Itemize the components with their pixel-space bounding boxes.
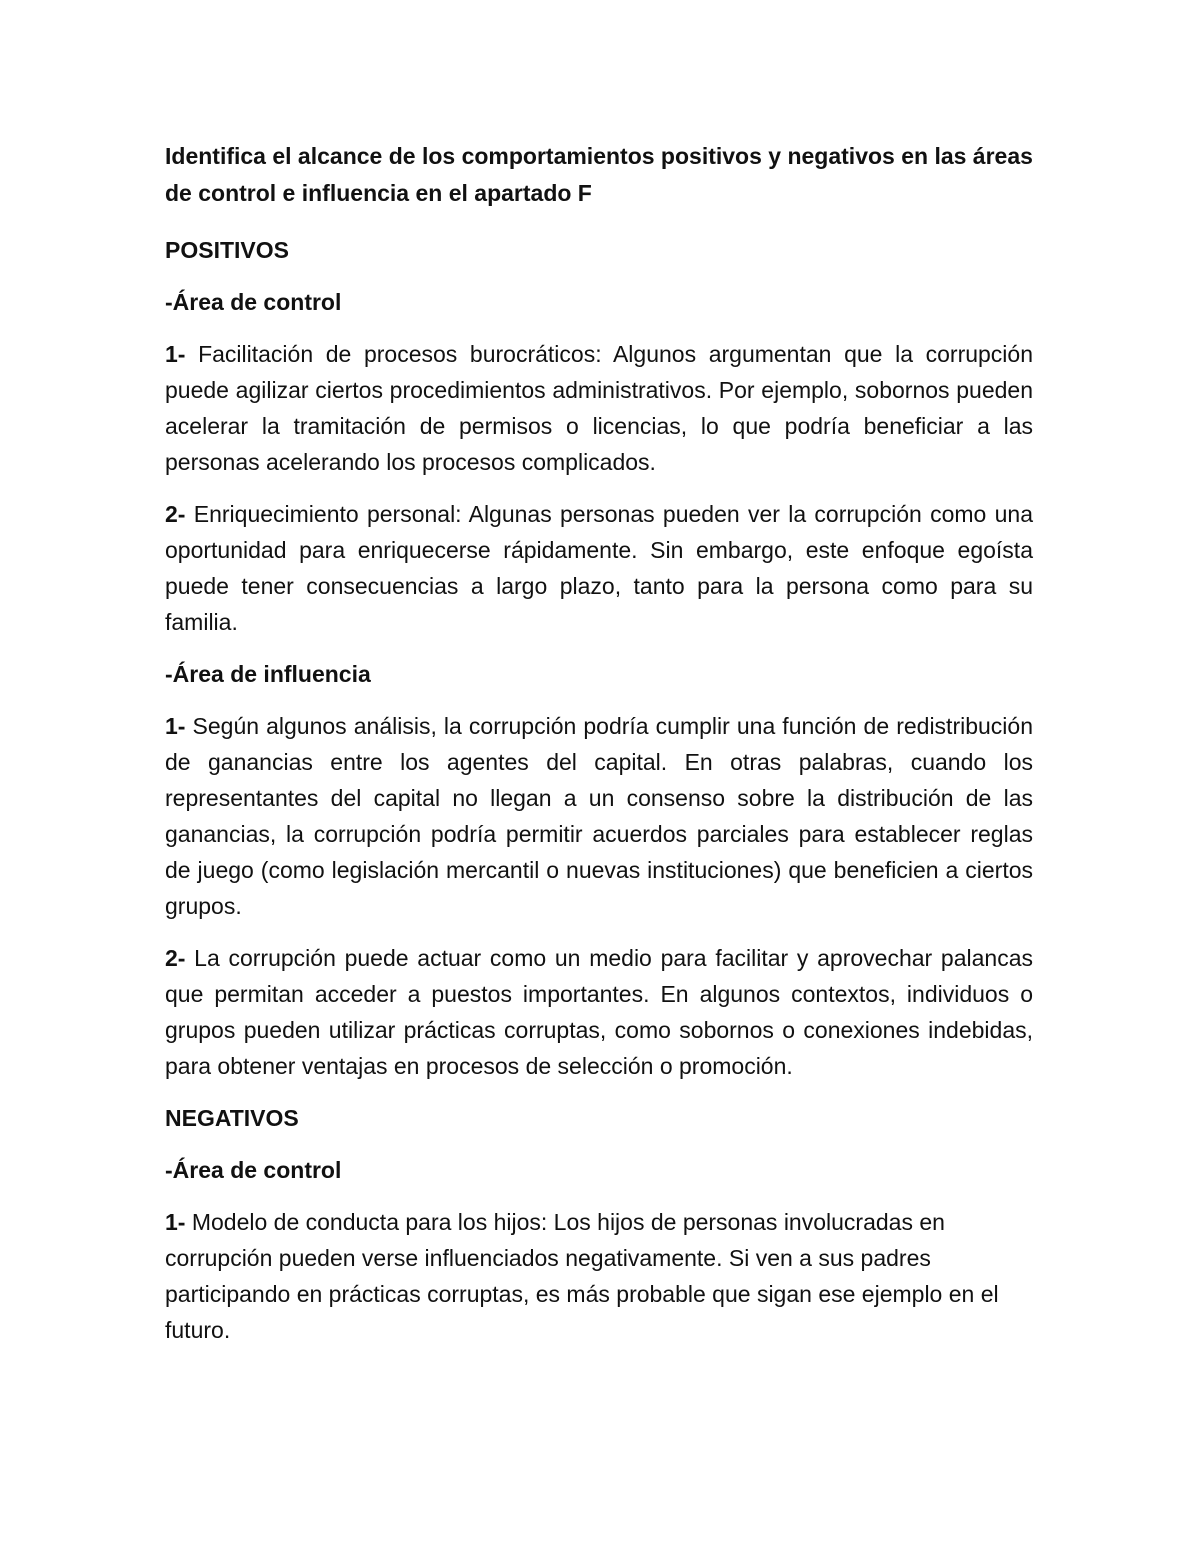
paragraph-positivo-influencia-2	[165, 940, 1033, 1084]
section-heading-positivos: POSITIVOS	[165, 237, 289, 263]
item-text: Modelo de conducta para los hijos: Los hijos de personas involucradas en corrupción pueden verse influenciados negativamente. Si ven a sus padres participando en prácticas corruptas, es más probable que sigan ese ejemplo en el futuro.	[165, 1209, 999, 1343]
item-text: La corrupción puede actuar como un medio para facilitar y aprovechar palancas que permitan acceder a puestos importantes. En algunos contextos, individuos o grupos pueden utilizar prácticas corruptas, como sobornos o conexiones indebidas, para obtener ventajas en procesos de selección o promoción.	[165, 945, 1033, 1079]
area-heading-control-positivos: -Área de control	[165, 289, 342, 315]
area-heading-influencia-positivos: -Área de influencia	[165, 661, 371, 687]
item-text: Enriquecimiento personal: Algunas personas pueden ver la corrupción como una oportunidad para enriquecerse rápidamente. Sin embargo, este enfoque egoísta puede tener consecuencias a largo plazo, tanto para la persona como para su familia.	[165, 501, 1033, 635]
section-heading-negativos: NEGATIVOS	[165, 1105, 299, 1131]
item-number: 2-	[165, 501, 186, 527]
document-page	[165, 138, 1033, 1364]
item-text: Facilitación de procesos burocráticos: Algunos argumentan que la corrupción puede agilizar ciertos procedimientos administrativos. Por ejemplo, sobornos pueden acelerar la tramitación de permisos o licencias, lo que podría beneficiar a las personas acelerando los procesos complicados.	[165, 341, 1033, 475]
item-number: 1-	[165, 341, 186, 367]
item-number: 1-	[165, 713, 186, 739]
item-number: 2-	[165, 945, 186, 971]
paragraph-positivo-control-2	[165, 496, 1033, 640]
paragraph-positivo-control-1	[165, 336, 1033, 480]
area-heading-control-negativos: -Área de control	[165, 1157, 342, 1183]
document-title: Identifica el alcance de los comportamientos positivos y negativos en las áreas de control e influencia en el apartado F	[165, 143, 1033, 206]
paragraph-negativo-control-1	[165, 1204, 1033, 1348]
paragraph-positivo-influencia-1	[165, 708, 1033, 924]
item-text: Según algunos análisis, la corrupción podría cumplir una función de redistribución de ganancias entre los agentes del capital. En otras palabras, cuando los representantes del capital no llegan a un consenso sobre la distribución de las ganancias, la corrupción podría permitir acuerdos parciales para establecer reglas de juego (como legislación mercantil o nuevas instituciones) que beneficien a ciertos grupos.	[165, 713, 1033, 919]
item-number: 1-	[165, 1209, 186, 1235]
